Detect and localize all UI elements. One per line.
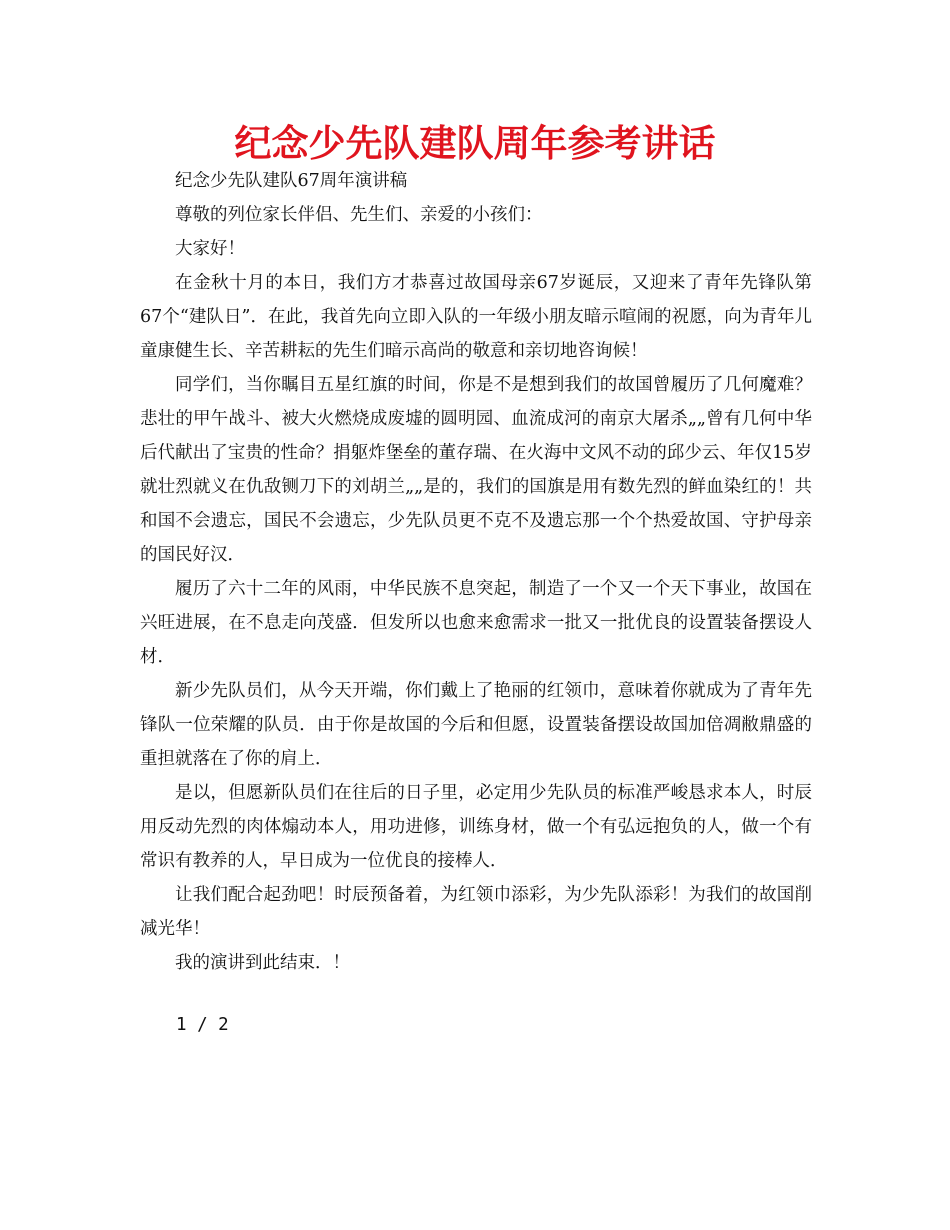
paragraph: 履历了六十二年的风雨，中华民族不息突起，制造了一个又一个天下事业，故国在兴旺进展，在不息走向茂盛．但发所以也愈来愈需求一批又一批优良的设置装备摆设人材． <box>140 579 812 667</box>
paragraph: 新少先队员们，从今天开端，你们戴上了艳丽的红领巾，意味着你就成为了青年先锋队一位荣耀的队员．由于你是故国的今后和但愿，设置装备摆设故国加倍凋敝鼎盛的重担就落在了你的肩上． <box>140 681 812 769</box>
document-body <box>140 164 812 980</box>
paragraph-closing: 我的演讲到此结束．！ <box>175 953 350 973</box>
document-title: 纪念少先队建队周年参考讲话 <box>234 122 716 165</box>
paragraph: 同学们，当你瞩目五星红旗的时间，你是不是想到我们的故国曾履历了几何魔难？悲壮的甲午战斗、被大火燃烧成废墟的圆明园、血流成河的南京大屠杀„„曾有几何中华后代献出了宝贵的性命？捐躯炸堡垒的董存瑞、在火海中文风不动的邱少云、年仅15岁就壮烈就义在仇敌铡刀下的刘胡兰„„是的，我们的国旗是用有数先烈的鲜血染红的！共和国不会遗忘，国民不会遗忘，少先队员更不克不及遗忘那一个个热爱故国、守护母亲的国民好汉． <box>140 375 812 565</box>
paragraph: 是以，但愿新队员们在往后的日子里，必定用少先队员的标准严峻恳求本人，时辰用反动先烈的肉体煽动本人，用功进修，训练身材，做一个有弘远抱负的人，做一个有常识有教养的人，早日成为一位优良的接棒人． <box>140 783 812 871</box>
paragraph: 让我们配合起劲吧！时辰预备着，为红领巾添彩，为少先队添彩！为我们的故国削减光华！ <box>140 885 812 939</box>
page-number: 1 / 2 <box>176 1015 229 1035</box>
paragraph-subtitle: 纪念少先队建队67周年演讲稿 <box>175 171 408 191</box>
paragraph: 在金秋十月的本日，我们方才恭喜过故国母亲67岁诞辰，又迎来了青年先锋队第67个“建队日”．在此，我首先向立即入队的一年级小朋友暗示喧闹的祝愿，向为青年儿童康健生长、辛苦耕耘的先生们暗示高尚的敬意和亲切地咨询候！ <box>140 273 812 361</box>
paragraph-greeting: 大家好！ <box>175 239 245 259</box>
paragraph-salutation: 尊敬的列位家长伴侣、先生们、亲爱的小孩们： <box>175 205 543 225</box>
